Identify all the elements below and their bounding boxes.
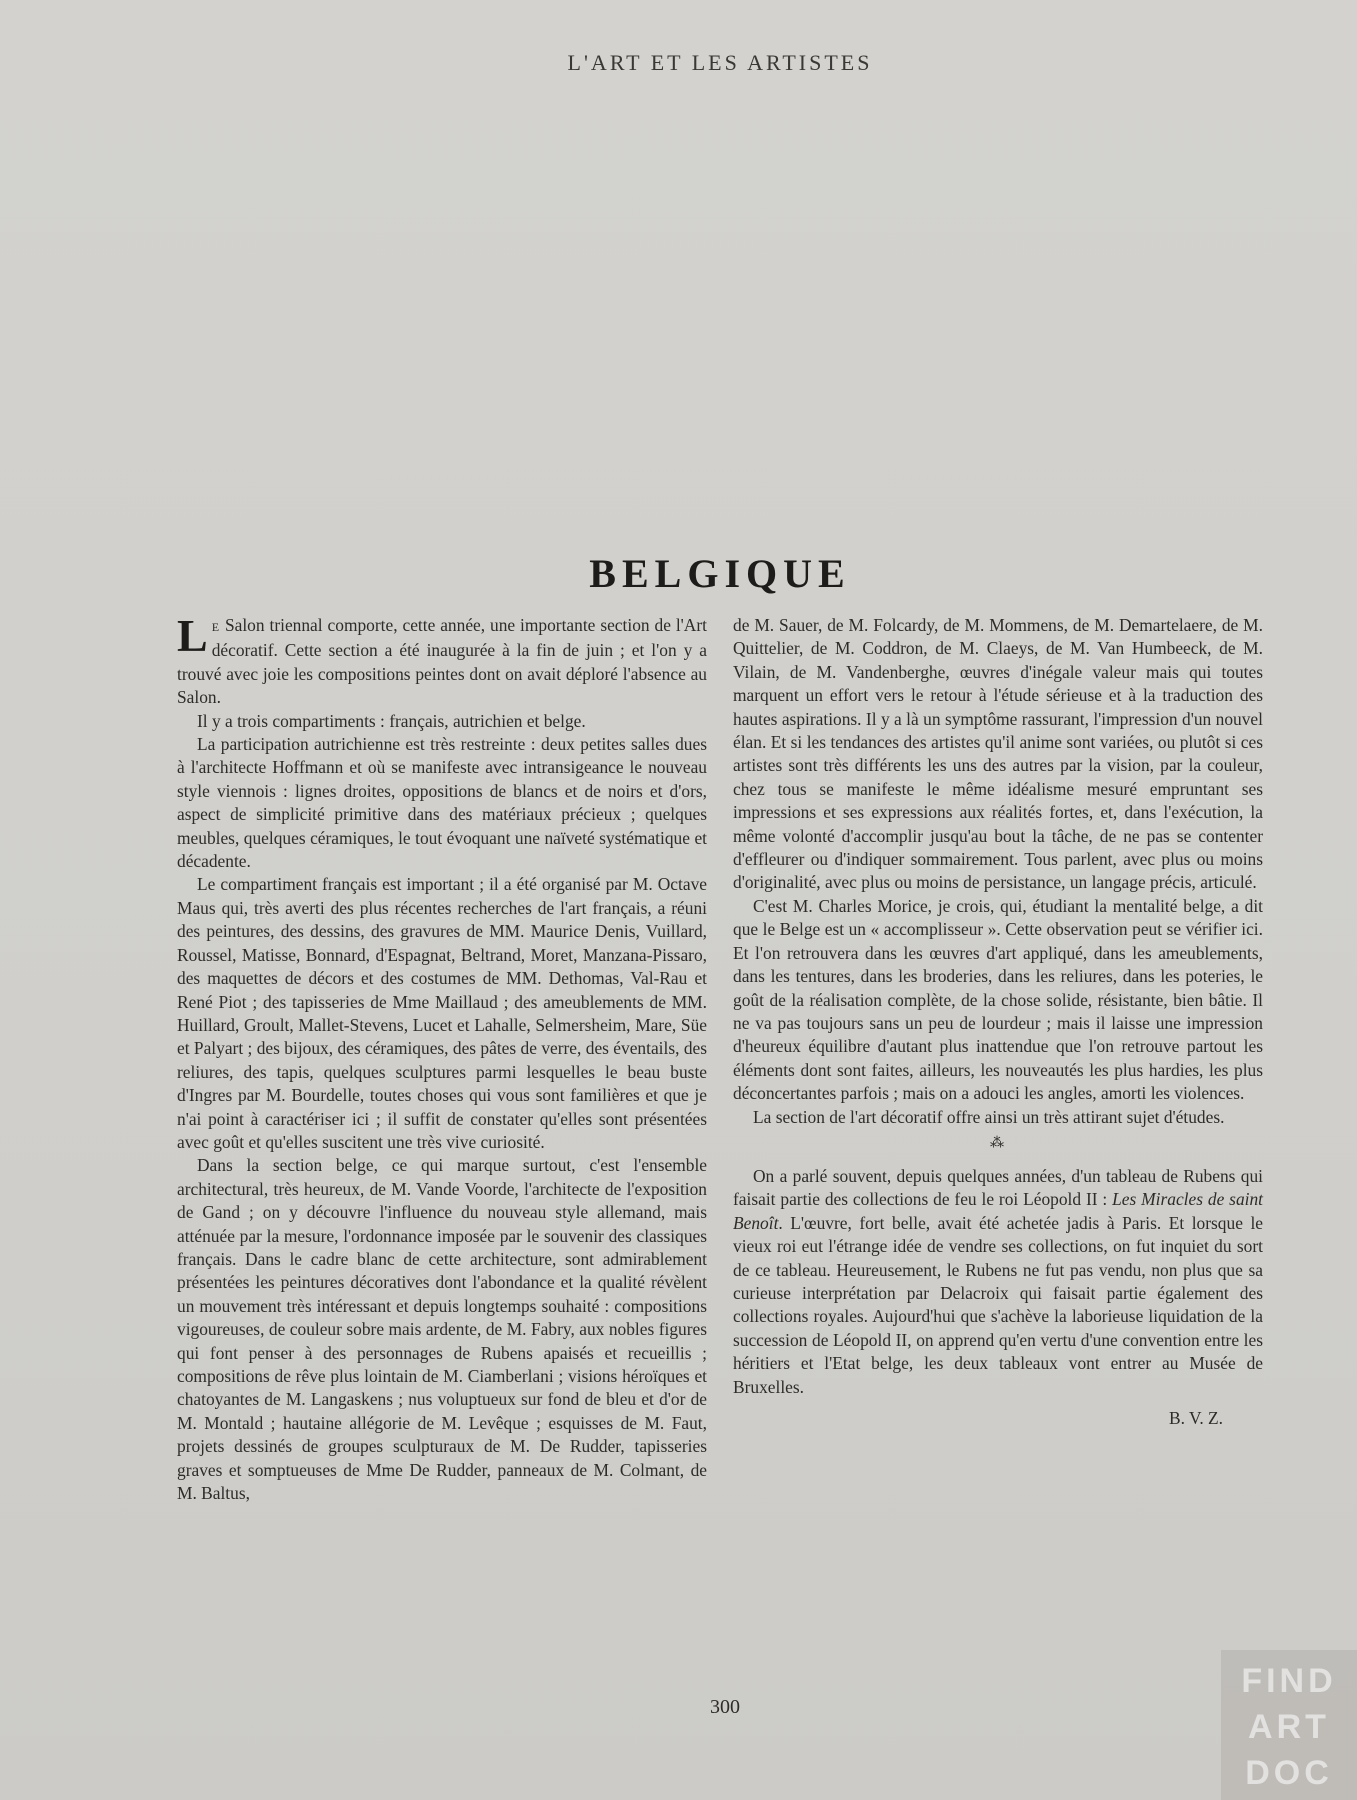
author-signature: B. V. Z. [1169,1408,1223,1428]
opening-text: Salon triennal comporte, cette année, une importante section de l'Art décoratif. Cette section a été inaugurée à la fin de juin ; et l'on y a trouvé avec joie les compositions peintes dont on avait déploré l'absence au Salon. [177,615,707,708]
page-number: 300 [710,1696,740,1718]
asterism-divider: ⁂ [990,1135,1006,1151]
drop-cap: L [177,610,208,661]
paragraph: Il y a trois compartiments : français, autrichien et belge. [197,710,586,731]
watermark-line: DOC [1245,1754,1333,1792]
painting-title: Les Miracles de saint Benoît [733,1189,1263,1233]
left-column [177,610,707,1505]
watermark-line: ART [1248,1708,1330,1746]
paragraph: La participation autrichienne est très restreinte : deux petites salles dues à l'architecte Hoffmann et où se manifeste avec intransigeance le nouveau style viennois : lignes droites, oppositions de blancs et de noirs et d'ors, aspect de simplicité primitive dans des matériaux précieux ; quelques meubles, quelques céramiques, le tout évoquant une naïveté systématique et décadente. [177,734,707,872]
rubens-paragraph [733,1165,1263,1399]
article-title: BELGIQUE [589,551,851,596]
opening-paragraph [177,610,707,710]
watermark-logo [1221,1650,1357,1800]
paragraph: La section de l'art décoratif offre ainsi un très attirant sujet d'études. [753,1106,1225,1127]
running-header: L'ART ET LES ARTISTES [567,50,873,75]
watermark-line: FIND [1241,1662,1337,1700]
paragraph: Dans la section belge, ce qui marque surtout, c'est l'ensemble architectural, très heureux, de M. Vande Voorde, l'architecte de l'exposition de Gand ; on y découvre l'influence du nouveau style allemand, mais atténuée par la mesure, l'ordonnance imposée par le souvenir des classiques français. Dans le cadre blanc de cette architecture, sont admirablement présentées les peintures décoratives dont l'abondance et la qualité révèlent un mouvement très intéressant et depuis longtemps souhaité : compositions vigoureuses, de couleur sobre mais ardente, de M. Fabry, aux nobles figures qui font penser à des personnages de Rubens apaisés et recueillis ; compositions de rêve plus lointain de M. Ciamberlani ; visions héroïques et chatoyantes de M. Langaskens ; nus voluptueux sur fond de bleu et d'or de M. Montald ; hautaine allégorie de M. Levêque ; esquisses de M. Faut, projets dessinés de groupes sculpturaux de M. De Rudder, tapisseries graves et somptueuses de Mme De Rudder, panneaux de M. Colmant, de M. Baltus, [177,1155,707,1504]
rubens-text-after: . L'œuvre, fort belle, avait été achetée jadis à Paris. Et lorsque le vieux roi eut l'étrange idée de vendre ses collections, on fut inquiet du sort de ce tableau. Heureusement, le Rubens ne fut pas vendu, non plus que sa curieuse interprétation par Delacroix qui faisait partie également des collections royales. Aujourd'hui que s'achève la laborieuse liquidation de la succession de Léopold II, on apprend qu'en vertu d'une convention entre les héritiers et l'Etat belge, les deux tableaux vont entrer au Musée de Bruxelles. [733,1212,1263,1397]
paragraph: Le compartiment français est important ; il a été organisé par M. Octave Maus qui, très averti des plus récentes recherches de l'art français, a réuni des peintures, des dessins, des gravures de MM. Maurice Denis, Vuillard, Roussel, Matisse, Bonnard, d'Espagnat, Beltrand, Moret, Manzana-Pissaro, des maquettes de décors et des costumes de MM. Dethomas, Val-Rau et René Piot ; des tapisseries de Mme Maillaud ; des ameublements de MM. Huillard, Groult, Mallet-Stevens, Lucet et Lahalle, Selmersheim, Mare, Süe et Palyart ; des bijoux, des céramiques, des pâtes de verre, des éventails, des reliures, des tapis, quelques sculptures parmi lesquelles le beau buste d'Ingres par M. Bourdelle, toutes choses qui vous sont familières et que je n'ai point à caractériser ici ; il suffit de constater qu'elles sont présentées avec goût et qu'elles suscitent une très vive curiosité. [177,874,707,1152]
rubens-text-before: On a parlé souvent, depuis quelques années, d'un tableau de Rubens qui faisait partie des collections de feu le roi Léopold II : [733,1165,1263,1210]
paragraph: C'est M. Charles Morice, je crois, qui, étudiant la mentalité belge, a dit que le Belge est un « accomplisseur ». Cette observation peut se vérifier ici. Et l'on retrouvera dans les œuvres d'art appliqué, dans les ameublements, dans les tentures, dans les broderies, dans les reliures, dans les poteries, le goût de la réalisation complète, de la chose solide, résistante, bien bâtie. Il ne va pas toujours sans un peu de lourdeur ; mais il laisse une impression d'heureux équilibre d'autant plus inattendue que l'on retrouve partout les éléments dont sont faites, ailleurs, les nouveautés les plus hardies, les plus déconcertantes parfois ; mais on a adouci les angles, amorti les violences. [733,895,1263,1104]
paragraph: de M. Sauer, de M. Folcardy, de M. Mommens, de M. Demartelaere, de M. Quittelier, de M. Coddron, de M. Claeys, de M. Van Humbeeck, de M. Vilain, de M. Vandenberghe, œuvres d'inégale valeur mais qui toutes marquent un effort vers le retour à l'étude sérieuse et à la traduction des hautes aspirations. Il y a là un symptôme rassurant, l'impression d'un nouvel élan. Et si les tendances des artistes qu'il anime sont variées, ou plutôt si ces artistes sont très différents les uns des autres par la vision, par la couleur, chez tous se manifeste le même idéalisme mesuré empruntant ses impressions et ses expressions aux réalités fortes, et, dans l'exécution, la même volonté d'accomplir jusqu'au bout la tâche, de ne pas se contenter d'effleurer ou d'indiquer sommairement. Tous parlent, avec plus ou moins d'originalité, avec plus ou moins de persistance, un langage précis, articulé. [733,615,1263,893]
right-column [733,614,1263,1430]
opening-smallcaps: E [211,620,221,634]
